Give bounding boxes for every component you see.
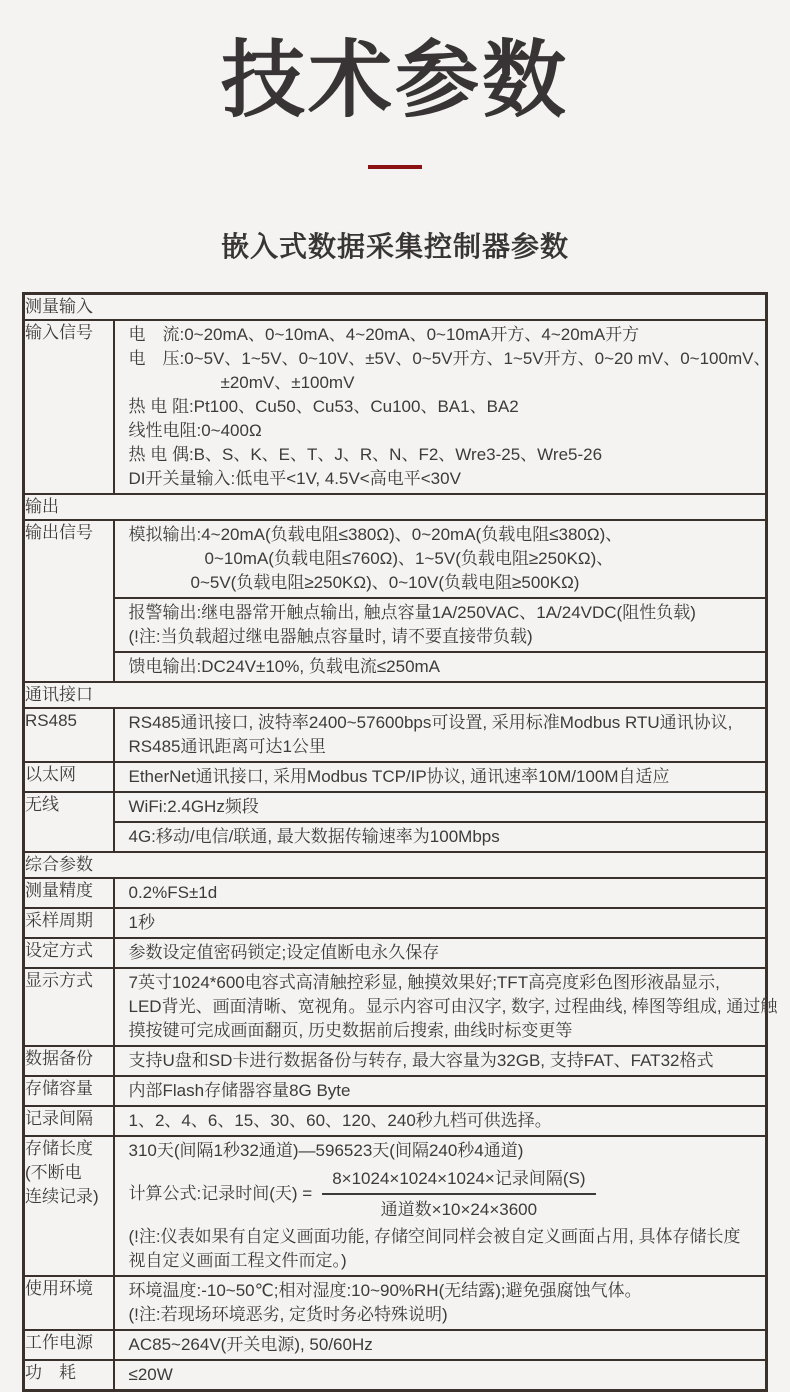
spec-text-line: LED背光、画面清晰、宽视角。显示内容可由汉字, 数字, 过程曲线, 棒图等组成, 通过触 <box>128 997 778 1017</box>
spec-label-storage-length <box>24 1136 114 1276</box>
spec-label-output-signal <box>24 520 114 682</box>
spec-subcell <box>115 597 766 651</box>
spec-label-measurement-accuracy <box>24 878 114 908</box>
spec-subcell <box>115 521 766 597</box>
spec-value-wireless <box>114 792 767 852</box>
spec-subcell <box>115 1077 766 1105</box>
spec-text-line: ≤20W <box>128 1365 173 1385</box>
formula-fraction <box>322 1166 595 1222</box>
spec-text-line: 馈电输出:DC24V±10%, 负载电流≤250mA <box>128 657 441 677</box>
spec-subcell <box>115 879 766 907</box>
spec-text-line: 电 压:0~5V、1~5V、0~10V、±5V、0~5V开方、1~5V开方、0~20 mV、0~100mV、 <box>128 349 771 369</box>
spec-label-line: 测量精度 <box>25 881 93 901</box>
spec-label-line: 工作电源 <box>25 1333 93 1353</box>
spec-label-line: 使用环境 <box>25 1279 93 1299</box>
spec-label-record-interval <box>24 1106 114 1136</box>
spec-value-power-consumption <box>114 1360 767 1391</box>
spec-label-line: 存储长度 <box>25 1139 93 1159</box>
spec-row-display-method <box>24 968 767 1046</box>
spec-label-line: 以太网 <box>25 765 76 785</box>
spec-row-power-consumption <box>24 1360 767 1391</box>
spec-row-sampling-period <box>24 908 767 938</box>
spec-text-line: 4G:移动/电信/联通, 最大数据传输速率为100Mbps <box>128 827 500 847</box>
spec-value-display-method <box>114 968 778 1046</box>
spec-subcell <box>115 321 771 493</box>
spec-row-output-signal <box>24 520 767 682</box>
page-title: 技术参数 <box>220 33 569 127</box>
spec-text-line: 0.2%FS±1d <box>128 883 218 903</box>
spec-text-line: (!注:当负载超过继电器触点容量时, 请不要直接带负载) <box>128 627 533 647</box>
spec-label-line: 设定方式 <box>25 941 93 961</box>
spec-text-line: WiFi:2.4GHz频段 <box>128 797 259 817</box>
formula-numerator: 8×1024×1024×1024×记录间隔(S) <box>322 1166 595 1195</box>
spec-label-storage-capacity <box>24 1076 114 1106</box>
spec-text-line: 1、2、4、6、15、30、60、120、240秒九档可供选择。 <box>128 1111 552 1131</box>
spec-value-sampling-period <box>114 908 767 938</box>
spec-row-storage-length <box>24 1136 767 1276</box>
spec-subcell <box>115 1137 766 1275</box>
spec-text-line: RS485通讯接口, 波特率2400~57600bps可设置, 采用标准Modbus RTU通讯协议, <box>128 713 733 733</box>
spec-value-ethernet <box>114 762 767 792</box>
spec-row-rs485 <box>24 708 767 762</box>
spec-label-line: 数据备份 <box>25 1049 93 1069</box>
spec-value-input-signal <box>114 320 771 494</box>
spec-text-line: 310天(间隔1秒32通道)—596523天(间隔240秒4通道) <box>128 1141 524 1161</box>
spec-text-line: 模拟输出:4~20mA(负载电阻≤380Ω)、0~20mA(负载电阻≤380Ω)、 <box>128 525 623 545</box>
spec-value-rs485 <box>114 708 767 762</box>
spec-row-record-interval <box>24 1106 767 1136</box>
spec-subcell <box>115 821 766 851</box>
section-row-measurement-input <box>24 294 767 321</box>
section-row-output <box>24 494 767 520</box>
spec-value-storage-length <box>114 1136 767 1276</box>
section-row-general-parameters <box>24 852 767 878</box>
spec-text-line: 电 流:0~20mA、0~10mA、4~20mA、0~10mA开方、4~20mA开方 <box>128 325 640 345</box>
spec-label-display-method <box>24 968 114 1046</box>
spec-text-line: 报警输出:继电器常开触点输出, 触点容量1A/250VAC、1A/24VDC(阻性负载) <box>128 603 696 623</box>
spec-row-wireless <box>24 792 767 852</box>
spec-subcell <box>115 763 766 791</box>
spec-text-line: 内部Flash存储器容量8G Byte <box>128 1081 351 1101</box>
spec-label-power-consumption <box>24 1360 114 1391</box>
spec-label-wireless <box>24 792 114 852</box>
spec-subcell <box>115 969 778 1045</box>
spec-table-body <box>24 294 778 1391</box>
spec-subcell <box>115 651 766 681</box>
spec-value-setting-method <box>114 938 767 968</box>
spec-row-data-backup <box>24 1046 767 1076</box>
formula-prefix: 计算公式:记录时间(天) = <box>128 1184 313 1204</box>
spec-subcell <box>115 939 766 967</box>
spec-row-ethernet <box>24 762 767 792</box>
spec-row-operating-environment <box>24 1276 767 1330</box>
spec-subcell <box>115 909 766 937</box>
spec-row-working-power <box>24 1330 767 1360</box>
spec-row-setting-method <box>24 938 767 968</box>
spec-label-rs485 <box>24 708 114 762</box>
spec-label-data-backup <box>24 1046 114 1076</box>
formula-denominator: 通道数×10×24×3600 <box>380 1200 538 1220</box>
spec-label-line: 采样周期 <box>25 911 93 931</box>
section-header-communication-interface: 通讯接口 <box>24 682 767 708</box>
spec-label-line: 输入信号 <box>25 323 93 343</box>
storage-formula <box>129 1166 762 1222</box>
spec-subcell <box>115 709 766 761</box>
spec-value-data-backup <box>114 1046 767 1076</box>
spec-label-ethernet <box>24 762 114 792</box>
title-underline-dash <box>368 165 422 169</box>
spec-label-line: 存储容量 <box>25 1079 93 1099</box>
spec-text-line: 摸按键可完成画面翻页, 历史数据前后搜索, 曲线时标变更等 <box>128 1021 573 1041</box>
spec-value-storage-capacity <box>114 1076 767 1106</box>
spec-subcell <box>115 1361 766 1389</box>
spec-text-line: 环境温度:-10~50℃;相对湿度:10~90%RH(无结露);避免强腐蚀气体。 <box>128 1281 642 1301</box>
spec-subcell <box>115 1331 766 1359</box>
spec-label-input-signal <box>24 320 114 494</box>
spec-text-line: DI开关量输入:低电平<1V, 4.5V<高电平<30V <box>128 469 461 489</box>
spec-value-operating-environment <box>114 1276 767 1330</box>
spec-text-line: 0~5V(负载电阻≥250KΩ)、0~10V(负载电阻≥500KΩ) <box>190 573 580 593</box>
section-header-general-parameters: 综合参数 <box>24 852 767 878</box>
spec-text-line: 视自定义画面工程文件而定。) <box>128 1251 347 1271</box>
spec-text-line: (!注:仪表如果有自定义画面功能, 存储空间同样会被自定义画面占用, 具体存储长度 <box>128 1227 741 1247</box>
section-row-communication-interface <box>24 682 767 708</box>
spec-text-line: 7英寸1024*600电容式高清触控彩显, 触摸效果好;TFT高亮度彩色图形液晶显示, <box>128 973 720 993</box>
spec-text-line: 线性电阻:0~400Ω <box>128 421 262 441</box>
spec-label-working-power <box>24 1330 114 1360</box>
spec-label-line: 连续记录) <box>25 1187 99 1207</box>
spec-label-line: 无线 <box>25 795 59 815</box>
spec-subcell <box>115 1277 766 1329</box>
section-header-output: 输出 <box>24 494 767 520</box>
spec-value-measurement-accuracy <box>114 878 767 908</box>
spec-row-storage-capacity <box>24 1076 767 1106</box>
spec-row-measurement-accuracy <box>24 878 767 908</box>
spec-text-line: EtherNet通讯接口, 采用Modbus TCP/IP协议, 通讯速率10M/100M自适应 <box>128 767 670 787</box>
spec-text-line: 热 电 偶:B、S、K、E、T、J、R、N、F2、Wre3-25、Wre5-26 <box>128 445 603 465</box>
spec-label-sampling-period <box>24 908 114 938</box>
spec-label-line: RS485 <box>25 711 77 731</box>
page-subtitle: 嵌入式数据采集控制器参数 <box>220 231 569 263</box>
spec-value-working-power <box>114 1330 767 1360</box>
spec-table <box>22 292 778 1392</box>
spec-row-input-signal <box>24 320 767 494</box>
spec-label-line: 记录间隔 <box>25 1109 93 1129</box>
spec-label-line: (不断电 <box>25 1163 82 1183</box>
spec-text-line: AC85~264V(开关电源), 50/60Hz <box>128 1335 373 1355</box>
section-header-measurement-input: 测量输入 <box>24 294 767 321</box>
spec-value-record-interval <box>114 1106 767 1136</box>
spec-label-line: 输出信号 <box>25 523 93 543</box>
spec-text-line: ±20mV、±100mV <box>220 373 355 393</box>
spec-text-line: 1秒 <box>128 913 155 933</box>
spec-value-output-signal <box>114 520 767 682</box>
spec-text-line: 热 电 阻:Pt100、Cu50、Cu53、Cu100、BA1、BA2 <box>128 397 519 417</box>
spec-text-line: 支持U盘和SD卡进行数据备份与转存, 最大容量为32GB, 支持FAT、FAT32格式 <box>128 1051 714 1071</box>
spec-text-line: (!注:若现场环境恶劣, 定货时务必特殊说明) <box>128 1305 448 1325</box>
spec-label-line: 功 耗 <box>25 1363 76 1383</box>
page-root <box>0 33 790 1392</box>
spec-label-setting-method <box>24 938 114 968</box>
spec-text-line: 参数设定值密码锁定;设定值断电永久保存 <box>128 943 440 963</box>
spec-label-line: 显示方式 <box>25 971 93 991</box>
spec-subcell <box>115 793 766 821</box>
spec-subcell <box>115 1047 766 1075</box>
spec-text-line: RS485通讯距离可达1公里 <box>128 737 326 757</box>
spec-subcell <box>115 1107 766 1135</box>
spec-label-operating-environment <box>24 1276 114 1330</box>
spec-text-line: 0~10mA(负载电阻≤760Ω)、1~5V(负载电阻≥250KΩ)、 <box>204 549 614 569</box>
